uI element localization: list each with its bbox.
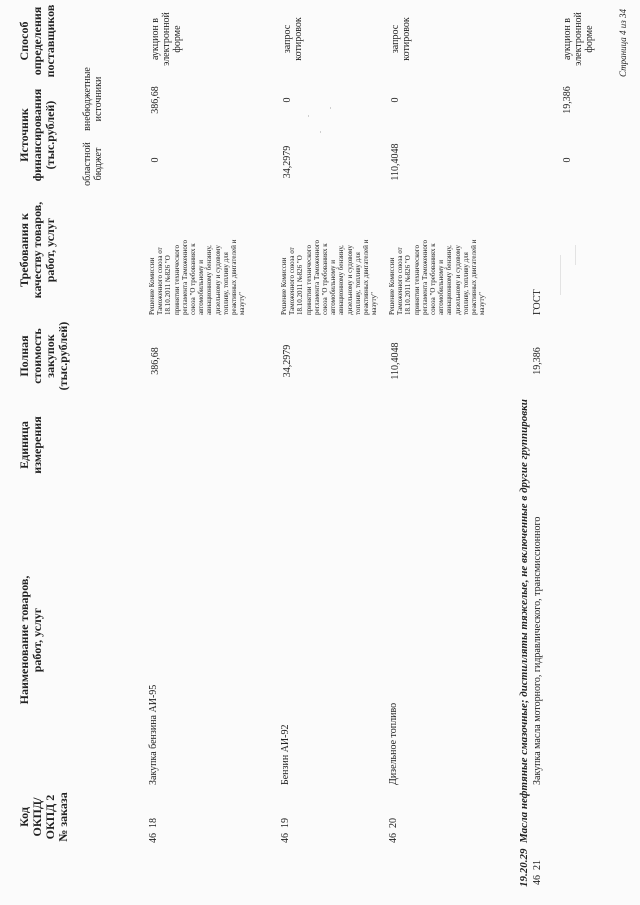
row-2-extra: 0 <box>282 97 293 103</box>
row-1-name: Закупка бензина АИ-95 <box>148 684 159 785</box>
row-4-requirements: ГОСТ <box>532 289 543 315</box>
header-code: Код ОКПД/ ОКПД 2 № заказа <box>17 792 70 842</box>
row-2-name: Бензин АИ-92 <box>280 724 291 785</box>
row-1-extra: 386,68 <box>150 86 161 114</box>
group-heading: 19.20.29 Масла нефтяные смазочные; дистилляты тяжелые, не включенные в другие группировки <box>518 399 530 887</box>
scan-speck <box>308 115 309 117</box>
row-1-code: 46 18 <box>148 818 159 843</box>
header-requirements: Требования к качеству товаров, работ, услуг <box>17 201 57 299</box>
row-2-code: 46 19 <box>280 818 291 843</box>
page-footer: Страница 4 из 34 <box>618 9 628 77</box>
row-1-method: аукцион в электронной форме <box>150 12 183 66</box>
row-4-name: Закупка масла моторного, гидравлического, трансмиссионного <box>532 516 543 785</box>
row-3-name: Дизельное топливо <box>388 702 399 785</box>
header-unit: Единица измерения <box>17 416 44 474</box>
header-cost: Полная стоимость закупок (тыс.рублей) <box>17 321 70 391</box>
scan-speck <box>560 255 561 295</box>
row-3-extra: 0 <box>390 97 401 103</box>
row-3-code: 46 20 <box>388 818 399 843</box>
scan-speck <box>575 245 576 265</box>
row-3-regional: 110,4048 <box>390 143 401 181</box>
row-2-requirements: Решение Комиссии Таможенного союза от 18.10.2011 №826 "О принятии технического регламента Таможенного союза "О требованиях к автомобильному и авиационному бензину, дизельному и судовому топливу, топливу для реактивных двигателей и мазуту" <box>280 239 379 315</box>
row-2-cost: 34,2979 <box>282 344 293 378</box>
row-4-extra: 19,386 <box>562 86 573 114</box>
row-3-method: запрос котировок <box>390 17 412 61</box>
header-funding-regional: областной бюджет <box>82 142 104 186</box>
header-method: Способ определения поставщиков <box>17 4 57 78</box>
row-1-requirements: Решение Комиссии Таможенного союза от 18.10.2011 №826 "О принятии технического регламента Таможенного союза "О требованиях к автомобильному и авиационному бензину, дизельному и судовому топливу, топливу для реактивных двигателей и мазуту" <box>148 239 247 315</box>
row-4-cost: 19,386 <box>532 347 543 375</box>
row-1-cost: 386,68 <box>150 347 161 375</box>
header-funding: Источник финансирования (тыс.рублей) <box>17 88 57 182</box>
header-name: Наименование товаров, работ, услуг <box>17 575 44 705</box>
scan-speck <box>330 107 331 109</box>
header-funding-extra: внебюджетные источники <box>82 67 104 131</box>
row-3-cost: 110,4048 <box>390 342 401 380</box>
row-4-code: 46 21 <box>532 860 543 885</box>
row-3-requirements: Решение Комиссии Таможенного союза от 18.10.2011 №826 "О принятии технического регламента Таможенного союза "О требованиях к автомобильному и авиационному бензину, дизельному и судовому топливу, топливу для реактивных двигателей и мазуту" <box>388 239 487 315</box>
row-1-regional: 0 <box>150 157 161 163</box>
row-4-method: аукцион в электронной форме <box>562 12 595 66</box>
row-4-regional: 0 <box>562 157 573 163</box>
row-2-method: запрос котировок <box>282 17 304 61</box>
scan-speck <box>320 131 321 133</box>
row-2-regional: 34,2979 <box>282 145 293 179</box>
